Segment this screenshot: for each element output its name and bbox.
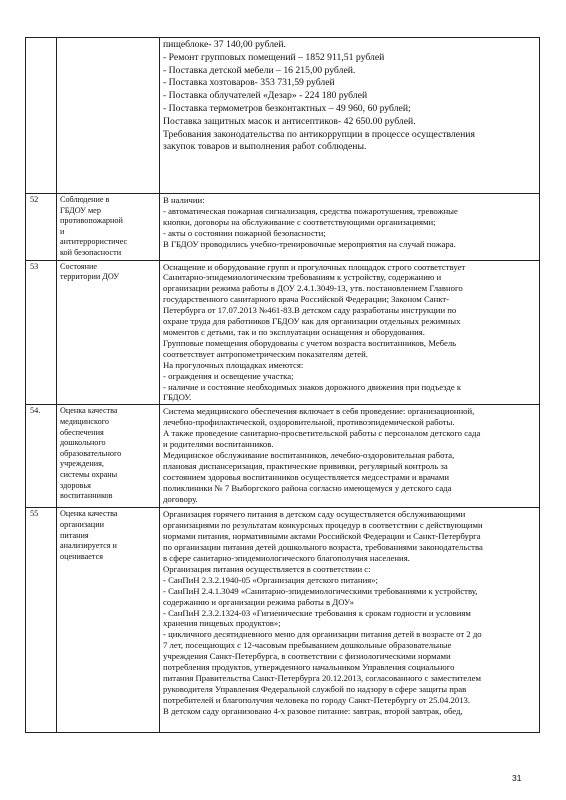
content-line: Медицинское обслуживание воспитанников, лечебно-оздоровительная работа, xyxy=(163,449,455,460)
content-line: - автоматическая пожарная сигнализация, средства пожаротушения, тревожные xyxy=(163,205,458,216)
content-line: соответствует антропометрическим показателям детей. xyxy=(163,348,368,359)
content-line: питания Правительства Санкт-Петербурга 20.12.2013, согласованного с заместителем xyxy=(163,672,481,683)
topic-line: ГБДОУ мер xyxy=(60,205,101,215)
content-line: Оснащение и оборудование групп и прогулочных площадок строго соответствует xyxy=(163,261,466,272)
table-row xyxy=(26,260,540,405)
content-cell xyxy=(160,405,540,508)
content-line: хранения пищевых продуктов»; xyxy=(163,618,281,629)
topic-line: здоровья xyxy=(60,480,91,490)
row-number-cell: 55 xyxy=(26,508,57,733)
row-number-cell xyxy=(26,38,57,194)
topic-line: кой безопасности xyxy=(60,247,122,257)
content-line: учреждения Санкт-Петербурга, в соответствии с физиологическими нормами xyxy=(163,651,451,662)
content-line: Система медицинского обеспечения включает в себя проведение: организационной, xyxy=(163,406,475,417)
topic-line: анализируется и xyxy=(60,541,117,551)
content-line: На прогулочных площадках имеются: xyxy=(163,359,304,370)
topic-line: обеспечения xyxy=(60,427,104,437)
content-line: Требования законодательства по антикоррупции в процессе осуществления xyxy=(163,128,475,140)
topic-cell xyxy=(57,405,160,508)
content-line: ГБДОУ. xyxy=(163,392,192,403)
row-number-cell: 53 xyxy=(26,260,57,405)
content-line: - ограждения и освещение участка; xyxy=(163,370,294,381)
content-line: - СанПиН 2.3.2.1940-05 «Организация детского питания»; xyxy=(163,574,378,585)
content-line: - СанПиН 2.4.1.3049 «Санитарно-эпидемиологическими требованиями к устройству, xyxy=(163,585,478,596)
topic-cell xyxy=(57,38,160,194)
content-line: В ГБДОУ проводились учебно-тренировочные мероприятия на случай пожара. xyxy=(163,238,456,249)
row-number-cell: 54. xyxy=(26,405,57,508)
content-line: и родителями воспитанников. xyxy=(163,439,274,450)
topic-cell xyxy=(57,260,160,405)
topic-line: Оценка качества xyxy=(60,509,118,519)
table-row xyxy=(26,38,540,194)
row-number-cell: 52 xyxy=(26,194,57,261)
content-line: закупок товаров и выполнения работ соблюдены. xyxy=(163,141,367,153)
page-number: 31 xyxy=(512,773,522,783)
content-line: Поставка защитных масок и антисептиков- 42 650.00 рублей. xyxy=(163,115,416,127)
content-line: плановая диспансеризация, практические прививки, регулярный контроль за xyxy=(163,460,448,471)
content-line: состоянием здоровья воспитанников осуществляется медсестрами и врачами xyxy=(163,471,450,482)
content-line: В детском саду организовано 4-х разовое питание: завтрак, второй завтрак, обед, xyxy=(163,705,463,716)
topic-line: территории ДОУ xyxy=(60,272,120,282)
content-line: А также проведение санитарно-просветительской работы с персоналом детского сада xyxy=(163,428,481,439)
content-cell xyxy=(160,38,540,194)
content-line: Санитарно-эпидемиологическим требованиям к устройству, содержанию и xyxy=(163,272,442,283)
topic-cell xyxy=(57,194,160,261)
content-cell xyxy=(160,508,540,733)
content-line: - наличие и состояние необходимых знаков дорожного движения при подъезде к xyxy=(163,381,462,392)
topic-line: организации xyxy=(60,519,104,529)
topic-line: Состояние xyxy=(60,261,97,271)
content-line: потребления продуктов, утвержденного начальником Управления социального xyxy=(163,662,455,673)
topic-line: Соблюдение в xyxy=(60,195,110,204)
content-line: по организации питания детей дошкольного возраста, требованиями законодательства xyxy=(163,542,483,553)
table-row xyxy=(26,508,540,733)
topic-line: системы охраны xyxy=(60,469,118,479)
content-line: потребителей и благополучия человека по городу Санкт-Петербургу от 25.04.2013. xyxy=(163,694,471,705)
content-line: руководителя Управления Федеральной службой по надзору в сфере защиты прав xyxy=(163,683,467,694)
report-table-body xyxy=(26,38,540,733)
topic-line: дошкольного xyxy=(60,438,106,448)
topic-line: образовательного xyxy=(60,448,122,458)
content-line: - Ремонт групповых помещений – 1852 911,51 рублей xyxy=(163,51,385,63)
content-line: - Поставка хозтоваров- 353 731,59 рублей xyxy=(163,77,335,89)
topic-line: оценивается xyxy=(60,551,103,561)
topic-line: антитеррористичес xyxy=(60,237,128,247)
topic-line: питания xyxy=(60,530,89,540)
content-line: договору. xyxy=(163,493,198,504)
content-line: в сфере санитарно-эпидемиологического благополучия населения. xyxy=(163,552,410,563)
content-line: Организация питания осуществляется в соответствии с: xyxy=(163,563,371,574)
content-line: государственного санитарного врача Российской Федерации; Законом Санкт- xyxy=(163,294,450,305)
content-line: содержанию и организации режима работы в ДОУ» xyxy=(163,596,354,607)
content-line: нормами питания, нормативными актами Российской Федерации и Санкт-Петербурга xyxy=(163,531,481,542)
table-row xyxy=(26,194,540,261)
table-row xyxy=(26,405,540,508)
report-table xyxy=(25,37,540,733)
content-line: лечебно-профилактической, оздоровительной, противоэпидемической работы. xyxy=(163,417,455,428)
content-cell xyxy=(160,194,540,261)
topic-line: воспитанников xyxy=(60,491,113,501)
content-line: Групповые помещения оборудованы с учетом возраста воспитанников, Мебель xyxy=(163,337,457,348)
topic-line: медицинского xyxy=(60,416,109,426)
content-line: В наличии: xyxy=(163,195,205,205)
content-line: Петербурга от 17.07.2013 №461-83.В детском саду разработаны инструкции по xyxy=(163,305,457,316)
content-line: кнопки, договоры на обслуживание с соответствующими организациями; xyxy=(163,216,436,227)
content-cell xyxy=(160,260,540,405)
content-line: Организация горячего питания в детском саду осуществляется обслуживающими xyxy=(163,509,466,520)
content-line: - акты о состоянии пожарной безопасности; xyxy=(163,227,326,238)
topic-line: учреждения, xyxy=(60,459,104,469)
topic-cell xyxy=(57,508,160,733)
content-line: поликлиники № 7 Выборгского района согласно имеющемуся у детского сада xyxy=(163,482,452,493)
content-line: моментов с детьми, так и по эксплуатации оснащения и оборудования. xyxy=(163,327,425,337)
topic-line: противопожарной xyxy=(60,216,123,226)
content-line: - Поставка термометров безконтактных – 49 960, 60 рублей; xyxy=(163,102,411,114)
content-line: организациями по результатам конкурсных процедур в соответствии с действующими xyxy=(163,520,483,531)
content-line: 7 лет, посещающих с 12-часовым пребыванием дошкольные образовательные xyxy=(163,640,452,651)
content-line: - СанПиН 2.3.2.1324-03 «Гигиенические требования к срокам годности и условиям xyxy=(163,607,471,618)
content-line: - цикличного десятидневного меню для организации питания детей в возрасте от 2 до xyxy=(163,629,482,640)
topic-line: и xyxy=(60,226,65,236)
content-line: - Поставка облучателей «Дезар» - 224 180 рублей xyxy=(163,90,368,102)
content-line: организации режима работы в ДОУ 2.4.1.3049-13, утв. постановлением Главного xyxy=(163,283,463,294)
content-line: пищеблоке- 37 140,00 рублей. xyxy=(163,39,286,50)
content-line: - Поставка детской мебели – 16 215,00 рублей. xyxy=(163,64,356,76)
topic-line: Оценка качества xyxy=(60,406,118,416)
content-line: охране труда для работников ГБДОУ как для организации отдельных режимных xyxy=(163,316,461,327)
